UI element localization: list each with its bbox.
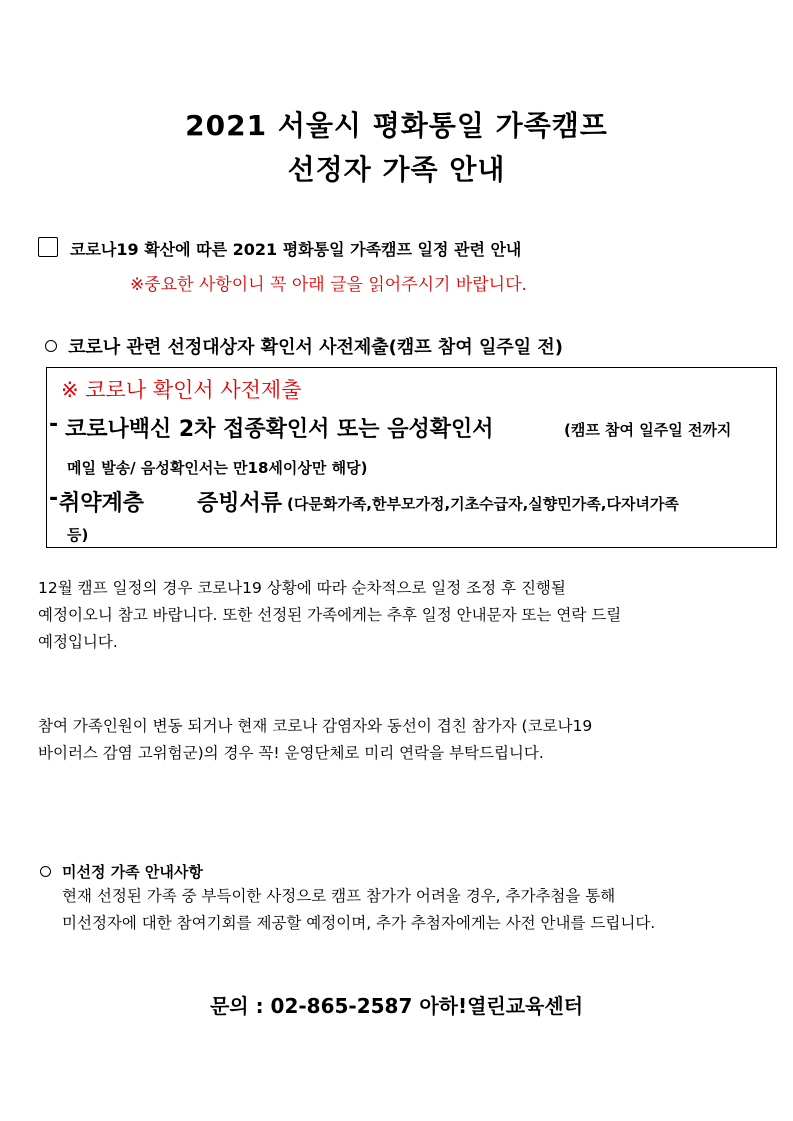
section2-heading: 미선정 가족 안내사항 [62,863,203,881]
notice-warning: ※중요한 사항이니 꼭 아래 글을 읽어주시기 바랍니다. [130,275,527,295]
document-title-line1: 2021 서울시 평화통일 가족캠프 [185,109,608,142]
paragraph-line: 예정이오니 참고 바랍니다. 또한 선정된 가족에게는 추후 일정 안내문자 또는 연락 드릴 [38,606,622,624]
checkbox-icon [38,237,58,257]
box-title: ※ 코로나 확인서 사전제출 [61,378,302,402]
item2-main-documents: 증빙서류 [197,491,283,516]
item2-dash: - [49,486,59,511]
item1-note: (캠프 참여 일주일 전까지 [564,421,732,439]
schedule-paragraph [38,575,621,656]
paragraph-line: 예정입니다. [38,633,118,651]
section2-body [62,883,655,937]
paragraph-line: 바이러스 감염 고위험군)의 경우 꼭! 운영단체로 미리 연락을 부탁드립니다. [38,744,544,762]
paragraph-line: 현재 선정된 가족 중 부득이한 사정으로 캠프 참가가 어려울 경우, 추가추첨을 통해 [62,887,616,905]
circle-bullet-icon [45,340,57,352]
item2-note: (다문화가족,한부모가정,기초수급자,실향민가족,다자녀가족 [287,495,679,513]
item1-main: 코로나백신 2차 접종확인서 또는 음성확인서 [65,417,494,442]
item1-continuation: 메일 발송/ 음성확인서는 만18세이상만 해당) [67,459,368,477]
item1-dash: - [49,412,59,437]
paragraph-line: 참여 가족인원이 변동 되거나 현재 코로나 감염자와 동선이 겹친 참가자 (코로나19 [38,717,593,735]
circle-bullet-icon [40,866,51,877]
section1-heading: 코로나 관련 선정대상자 확인서 사전제출(캠프 참여 일주일 전) [68,337,564,358]
notice-heading: 코로나19 확산에 따른 2021 평화통일 가족캠프 일정 관련 안내 [70,240,522,259]
document-title-line2: 선정자 가족 안내 [287,153,506,186]
paragraph-line: 12월 캠프 일정의 경우 코로나19 상황에 따라 순차적으로 일정 조정 후 진행될 [38,579,566,597]
paragraph-line: 미선정자에 대한 참여기회를 제공할 예정이며, 추가 추첨자에게는 사전 안내를 드립니다. [62,914,656,932]
contact-request-paragraph [38,713,592,767]
contact-info: 문의 : 02-865-2587 아하!열린교육센터 [209,994,584,1018]
confirmation-box [46,367,777,548]
item2-main-vulnerable: 취약계층 [59,491,145,516]
item2-continuation: 등) [67,526,89,544]
